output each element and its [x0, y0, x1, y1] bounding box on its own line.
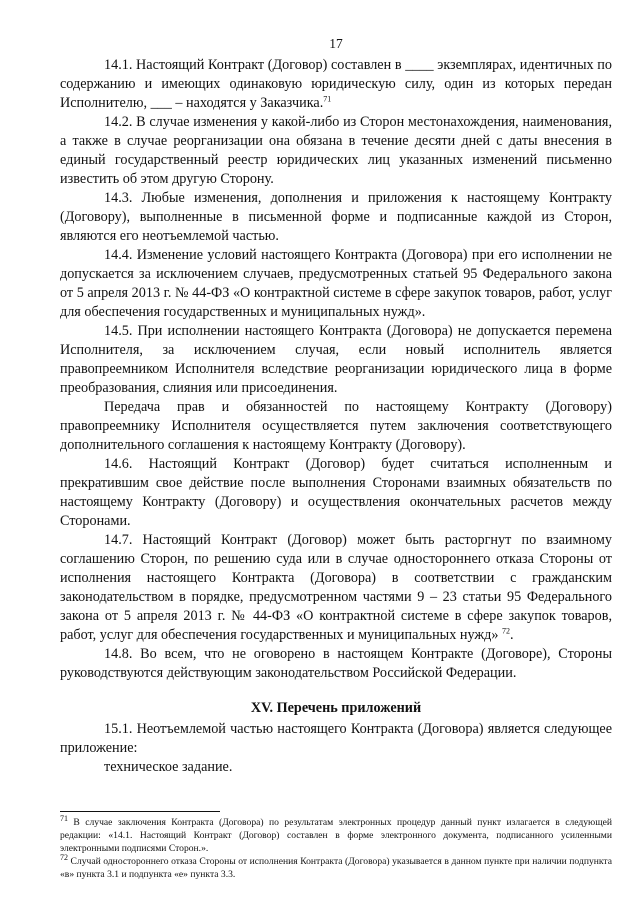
footnote-text: Случай одностороннего отказа Стороны от исполнения Контракта (Договора) указывается в данном пункте при наличии подпункта «в» пункта 3.1 и подпункта «е» пункта 3.3.	[60, 856, 612, 880]
document-page	[60, 36, 612, 881]
page-number: 17	[329, 36, 343, 51]
section-heading: XV. Перечень приложений	[250, 700, 422, 716]
footnote-71	[60, 813, 612, 855]
clause-14-8: 14.8. Во всем, что не оговорено в настоящем Контракте (Договоре), Стороны руководствуются действующим законодательством Российской Федерации.	[60, 646, 612, 681]
clause-14-7: 14.7. Настоящий Контракт (Договор) может быть расторгнут по взаимному соглашению Сторон, по решению суда или в случае одностороннего отказа Стороны от исполнения настоящего Контракта (Договора) в соответствии с гражданским законодательством в порядке, предусмотренном частями 9 – 23 статьи 95 Федерального закона от 5 апреля 2013 г. № 44-ФЗ «О контрактной системе в сфере закупок товаров, работ, услуг для обеспечения государственных и муниципальных нужд» $^{72}$.	[60, 532, 612, 643]
footnote-separator	[60, 811, 220, 812]
attachment-item: техническое задание.	[104, 759, 233, 775]
clause-14-5: 14.5. При исполнении настоящего Контракта (Договора) не допускается перемена Исполнителя, за исключением случая, если новый исполнитель является правопреемником Исполнителя вследствие реорганизации юридического лица в форме преобразования, слияния или присоединения.	[60, 323, 612, 396]
clause-14-2: 14.2. В случае изменения у какой-либо из Сторон местонахождения, наименования, а также в случае реорганизации она обязана в течение десяти дней с даты внесения в единый государственный реестр юридических лиц указанных изменений письменно известить об этом другую Сторону.	[60, 114, 612, 187]
clause-14-3: 14.3. Любые изменения, дополнения и приложения к настоящему Контракту (Договору), выполненные в письменной форме и подписанные каждой из Сторон, являются его неотъемлемой частью.	[60, 190, 612, 244]
footnote-ref-72[interactable]: 72	[502, 626, 511, 636]
clause-15-1: 15.1. Неотъемлемой частью настоящего Контракта (Договора) является следующее приложение:	[60, 721, 612, 756]
clause-14-4: 14.4. Изменение условий настоящего Контракта (Договора) при его исполнении не допускается за исключением случаев, предусмотренных статьей 95 Федерального закона от 5 апреля 2013 г. № 44-ФЗ «О контрактной системе в сфере закупок товаров, работ, услуг для обеспечения государственных и муниципальных нужд».	[60, 247, 612, 320]
footnote-number: 72	[60, 852, 68, 862]
clause-14-5-transfer: Передача прав и обязанностей по настоящему Контракту (Договору) правопреемнику Исполнителя осуществляется путем заключения соответствующего дополнительного соглашения к настоящему Контракту (Договору).	[60, 399, 612, 453]
footnote-text: В случае заключения Контракта (Договора) по результатам электронных процедур данный пункт излагается в следующей редакции: «14.1. Настоящий Контракт (Договор) составлен в форме электронного документа, подписанного усиленными электронными подписями Сторон.».	[60, 817, 612, 854]
footnote-ref-71[interactable]: 71	[323, 94, 332, 104]
clause-14-1: 14.1. Настоящий Контракт (Договор) составлен в ____ экземплярах, идентичных по содержанию и имеющих одинаковую юридическую силу, один из которых передан Исполнителю, ___ – находятся у Заказчика.$^{71}$	[60, 57, 612, 111]
footnote-72	[60, 852, 612, 881]
clause-14-6: 14.6. Настоящий Контракт (Договор) будет считаться исполненным и прекратившим свое действие после выполнения Сторонами взаимных обязательств по настоящему Контракту (Договору) и осуществления окончательных расчетов между Сторонами.	[60, 456, 612, 529]
footnote-number: 71	[60, 813, 68, 823]
